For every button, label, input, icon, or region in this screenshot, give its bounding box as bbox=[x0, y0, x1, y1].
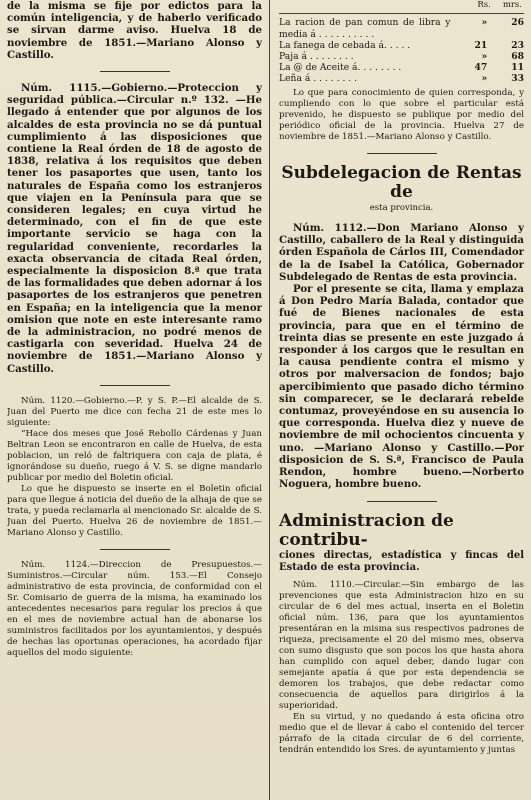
section-rentas-subtitle: esta provincia. bbox=[369, 202, 434, 213]
price-mrs: 33 bbox=[511, 73, 524, 85]
separator bbox=[100, 71, 170, 72]
separator bbox=[367, 153, 437, 154]
section-contribuciones-title-cont: ciones directas, estadística y fincas del Estado de esta provincia. bbox=[279, 549, 524, 573]
column-divider bbox=[269, 0, 270, 800]
section-contribuciones-title bbox=[279, 512, 524, 574]
price-item: Paja á . . . . . . . . bbox=[279, 51, 354, 63]
notice-1120-closing: Lo que he dispuesto se inserte en el Boletin oficial para que llegue á noticia del dueño de la alhaja de que se trata, y pueda reclamarla al mencionado Sr. alcalde de S. Juan del Puerto. Huelva 26 de noviembre de 1851.—Mariano Alonso y Castillo. bbox=[7, 483, 262, 538]
price-mrs: 23 bbox=[511, 39, 524, 51]
continuation-text: de la misma se fije por edictos para la común inteligencia, y de haberlo verificado se sirvan darme aviso. Huelva 18 de noviembre de 1851.—Mariano Alonso y Castillo. bbox=[7, 0, 262, 61]
price-rs: 47 bbox=[474, 62, 488, 74]
price-header bbox=[279, 0, 524, 14]
notice-1112-heading: Núm. 1112.—Don Mariano Alonso y Castillo, caballero de la Real y distinguida órden Española de Cárlos III, Comendador de la de Isabel la Católica, Gobernador Subdelegado de Rentas de esta provincia. bbox=[279, 222, 524, 283]
price-rs: » bbox=[481, 17, 488, 29]
notice-1112 bbox=[279, 222, 524, 490]
separator bbox=[100, 549, 170, 550]
price-item: La racion de pan comun de libra y media á . . . . . . . . . . bbox=[279, 17, 451, 40]
notice-1120-quote: “Hace dos meses que José Rebollo Cárdenas y Juan Beltran Leon se encontraron en calle de Huelva, de esta poblacion, un reló de faltriquera con caja de plata, é ignorándose su dueño, ruego á V. S. se digne mandarlo publicar por medio del Boletin oficial. bbox=[7, 428, 262, 483]
section-contribuciones-title-main: Administracion de contribu- bbox=[279, 510, 454, 550]
table-row bbox=[279, 51, 524, 62]
price-rs: 21 bbox=[474, 39, 488, 51]
notice-1120 bbox=[7, 396, 262, 539]
price-rs: » bbox=[481, 51, 488, 63]
price-mrs: 26 bbox=[511, 17, 524, 29]
mrs-header: mrs. bbox=[502, 0, 522, 10]
price-table bbox=[279, 17, 524, 84]
left-column bbox=[7, 0, 262, 800]
price-item: Leña á . . . . . . . . bbox=[279, 73, 358, 85]
section-rentas bbox=[279, 164, 524, 491]
notice-1112-body: Por el presente se cita, llama y emplaza á Don Pedro María Balada, contador que fué de Bienes nacionales de esta provincia, para que en el término de treinta dias se presente en este juzgado á responder á los cargos que le resultan en la causa pendiente contra el mismo y otros por malversacion de fondos; bajo apercibimiento que pasado dicho término sin comparecer, se le declarará rebelde contumaz, proveyéndose en su ausencia lo que corresponda. Huelva diez y nueve de noviembre de mil ochocientos cincuenta y uno. —Mariano Alonso y Castillo.—Por disposicion de S. S.ª, Francisco de Paula Rendon, hombre bueno.—Norberto Noguera, hombre bueno. bbox=[279, 283, 524, 491]
notice-1115 bbox=[7, 82, 262, 375]
continuation-block bbox=[7, 0, 262, 61]
table-row bbox=[279, 62, 524, 73]
table-row bbox=[279, 40, 524, 51]
rs-header: Rs. bbox=[477, 0, 491, 10]
price-item: La @ de Aceite á. . . . . . . . bbox=[279, 62, 402, 74]
notice-1124 bbox=[7, 560, 262, 659]
notice-1110 bbox=[279, 580, 524, 756]
price-mrs: 11 bbox=[511, 62, 524, 74]
section-rentas-title: Subdelegacion de Rentas de bbox=[281, 162, 522, 202]
notice-1124-text: Núm. 1124.—Direccion de Presupuestos.—Suministros.—Circular núm. 153.—El Consejo administrativo de esta provincia, de conformidad con el Sr. Comisario de guerra de la misma, ha examinado los antecedentes necesarios para regular los precios á que en el mes de noviembre actual han de abonarse los suministros facilitados por los ayuntamientos, y después de hechas las oportunas operaciones, ha acordado fijar aquellos del modo siguiente: bbox=[7, 559, 262, 658]
notice-1110-text: Núm. 1110.—Circular.—Sin embargo de las prevenciones que esta Administracion hizo en su circular de 6 del mes actual, inserta en el Boletin oficial núm. 136, para que los ayuntamientos presentáran en la misma sus respectivos padrones de riqueza, precisamente el 20 del mismo mes, observa con sumo disgusto que son pocos los que hasta ahora han cumplido con aquel deber, dando lugar con semejante apatía á que por esta dependencia se demoren los trabajos, que debe redactar como consecuencia de aquellos para dirigirlos á la superioridad. bbox=[279, 579, 524, 711]
prices-closing bbox=[279, 88, 524, 143]
table-row bbox=[279, 17, 524, 39]
notice-1120-intro: Núm. 1120.—Gobierno.—P. y S. P.—El alcalde de S. Juan del Puerto me dice con fecha 21 de este mes lo siguiente: bbox=[7, 395, 262, 428]
table-row bbox=[279, 73, 524, 84]
separator bbox=[100, 385, 170, 386]
price-item: La fanega de cebada á. . . . . bbox=[279, 39, 411, 51]
separator bbox=[367, 501, 437, 502]
notice-1110-text-2: En su virtud, y no quedando á esta oficina otro medio que el de llevar á cabo el contenido del tercer párrafo de la citada circular de 6 del corriente, tendrán entendido los Sres. de ayuntamiento y juntas bbox=[279, 711, 524, 755]
notice-1115-text: Núm. 1115.—Gobierno.—Proteccion y seguridad pública.—Circular n.º 132. —He llegado á entender que por algunos de los alcaldes de esta provincia no se dá puntual cumplimiento á las disposiciones que contiene la Real órden de 18 de agosto de 1838, relativa á los requisitos que deben tener los pasaportes que usen, tanto los naturales de España como los estranjeros que viajen en la Península para que se consideren legales; en cuya virtud he determinado, con el fin de que este importante servicio se haga con la regularidad conveniente, recordarles la exacta observancia de citada Real órden, especialmente la disposicion 8.ª que trata de las formalidades que deben adornar á los pasaportes de los estranjeros que penetren en España; en la inteligencia que la menor omision que note en este interesante ramo de la administracion, no podré menos de castigarla con severidad. Huelva 24 de noviembre de 1851.—Mariano Alonso y Castillo. bbox=[7, 82, 262, 375]
prices-closing-text: Lo que para conocimiento de quien corresponda, y cumpliendo con lo que sobre el particular está prevenido, he dispuesto se publique por medio del periódico oficial de la provincia. Huelva 27 de noviembre de 1851.—Mariano Alonso y Castillo. bbox=[279, 87, 524, 142]
price-rs: » bbox=[481, 73, 488, 85]
price-mrs: 68 bbox=[511, 51, 524, 63]
right-column bbox=[279, 0, 524, 800]
section-contribuciones bbox=[279, 512, 524, 756]
